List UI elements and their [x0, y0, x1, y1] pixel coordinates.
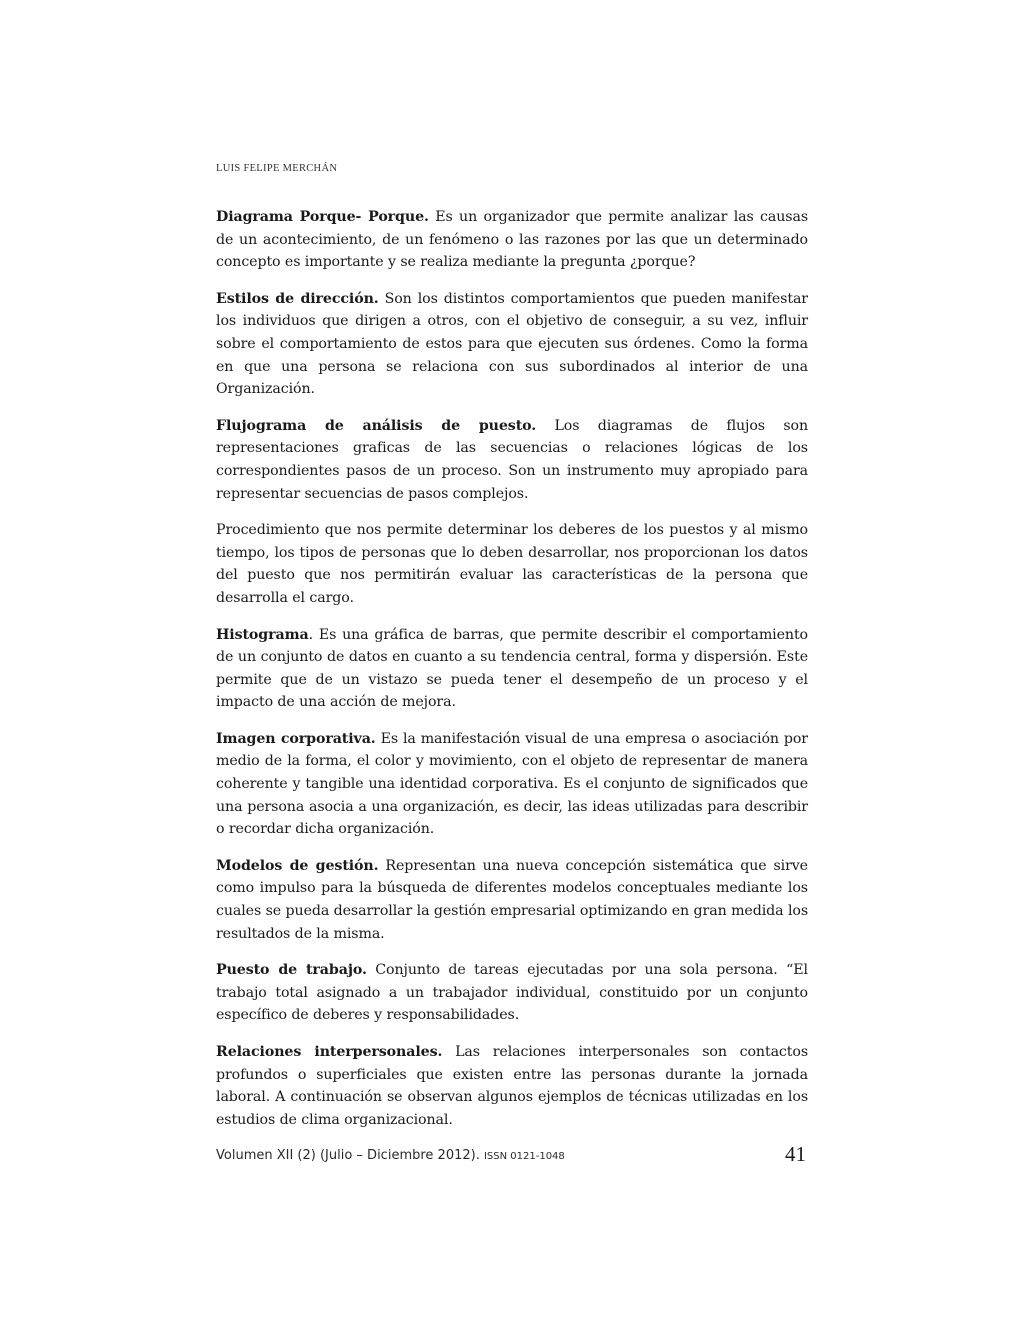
entry-term: Flujograma de análisis de puesto.	[216, 417, 537, 434]
entry-definition: Conjunto de tareas ejecutadas por una sola persona. “El trabajo total asignado a un trabajador individual, constituido por un conjunto específico de deberes y responsabilidades.	[216, 962, 808, 1024]
glossary-entry-procedimiento	[216, 519, 808, 609]
entry-term: Relaciones interpersonales.	[216, 1044, 443, 1060]
entry-definition: Los diagramas de flujos son representaciones graficas de las secuencias o relaciones lógicas de los correspondientes pasos de un proceso. Son un instrumento muy apropiado para representar secuencias de pasos complejos.	[216, 417, 808, 502]
entry-term: Diagrama Porque- Porque.	[216, 209, 429, 225]
entry-definition: Es la manifestación visual de una empresa o asociación por medio de la forma, el color y movimiento, con el objeto de representar de manera coherente y tangible una identidad corporativa. Es el conjunto de significados que una persona asocia a una organización, es decir, las ideas utilizadas para describir o recordar dicha organización.	[216, 730, 808, 838]
entry-definition: Son los distintos comportamientos que pueden manifestar los individuos que dirigen a otros, con el objetivo de conseguir, a su vez, influir sobre el comportamiento de estos para que ejecuten sus órdenes. Como la forma en que una persona se relaciona con sus subordinados al interior de una Organización.	[216, 290, 808, 398]
glossary-entry-imagen-corporativa	[216, 728, 808, 841]
glossary-entry-histograma	[216, 624, 808, 714]
entry-term: Modelos de gestión.	[216, 857, 379, 874]
running-header-author: LUIS FELIPE MERCHÁN	[216, 163, 338, 174]
issn-label: ISSN 0121-1048	[483, 1151, 565, 1162]
page-number: 41	[785, 1142, 806, 1166]
glossary-entry-puesto-trabajo	[216, 959, 808, 1027]
glossary-entry-estilos-direccion	[216, 288, 808, 401]
glossary-entry-flujograma	[216, 415, 808, 505]
entry-definition: Representan una nueva concepción sistemática que sirve como impulso para la búsqueda de diferentes modelos conceptuales mediante los cuales se pueda desarrollar la gestión empresarial optimizando en gran medida los resultados de la misma.	[216, 857, 808, 942]
volume-info: Volumen XII (2) (Julio – Diciembre 2012).	[216, 1148, 484, 1163]
entry-definition: Procedimiento que nos permite determinar los deberes de los puestos y al mismo tiempo, los tipos de personas que lo deben desarrollar, nos proporcionan los datos del puesto que nos permitirán evaluar las características de la persona que desarrolla el cargo.	[216, 522, 808, 606]
glossary-entry-relaciones-interpersonales	[216, 1041, 808, 1131]
glossary-entry-modelos-gestion	[216, 855, 808, 945]
entry-definition: . Es una gráfica de barras, que permite describir el comportamiento de un conjunto de datos en cuanto a su tendencia central, forma y dispersión. Este permite que de un vistazo se pueda tener el desempeño de un proceso y el impacto de una acción de mejora.	[216, 626, 808, 711]
entry-definition: Las relaciones interpersonales son contactos profundos o superficiales que existen entre las personas durante la jornada laboral. A continuación se observan algunos ejemplos de técnicas utilizadas en los estudios de clima organizacional.	[216, 1044, 808, 1128]
page-footer	[216, 1144, 808, 1168]
entry-term: Estilos de dirección.	[216, 290, 379, 307]
entry-definition: Es un organizador que permite analizar las causas de un acontecimiento, de un fenómeno o las razones por las que un determinado concepto es importante y se realiza mediante la pregunta ¿porque?	[216, 209, 809, 271]
entry-term: Imagen corporativa.	[216, 730, 376, 747]
entry-term: Puesto de trabajo.	[216, 962, 367, 979]
glossary-body	[216, 206, 808, 1145]
glossary-entry-diagrama-porque	[216, 206, 808, 274]
entry-term: Histograma	[216, 626, 309, 643]
journal-citation	[216, 1148, 565, 1163]
